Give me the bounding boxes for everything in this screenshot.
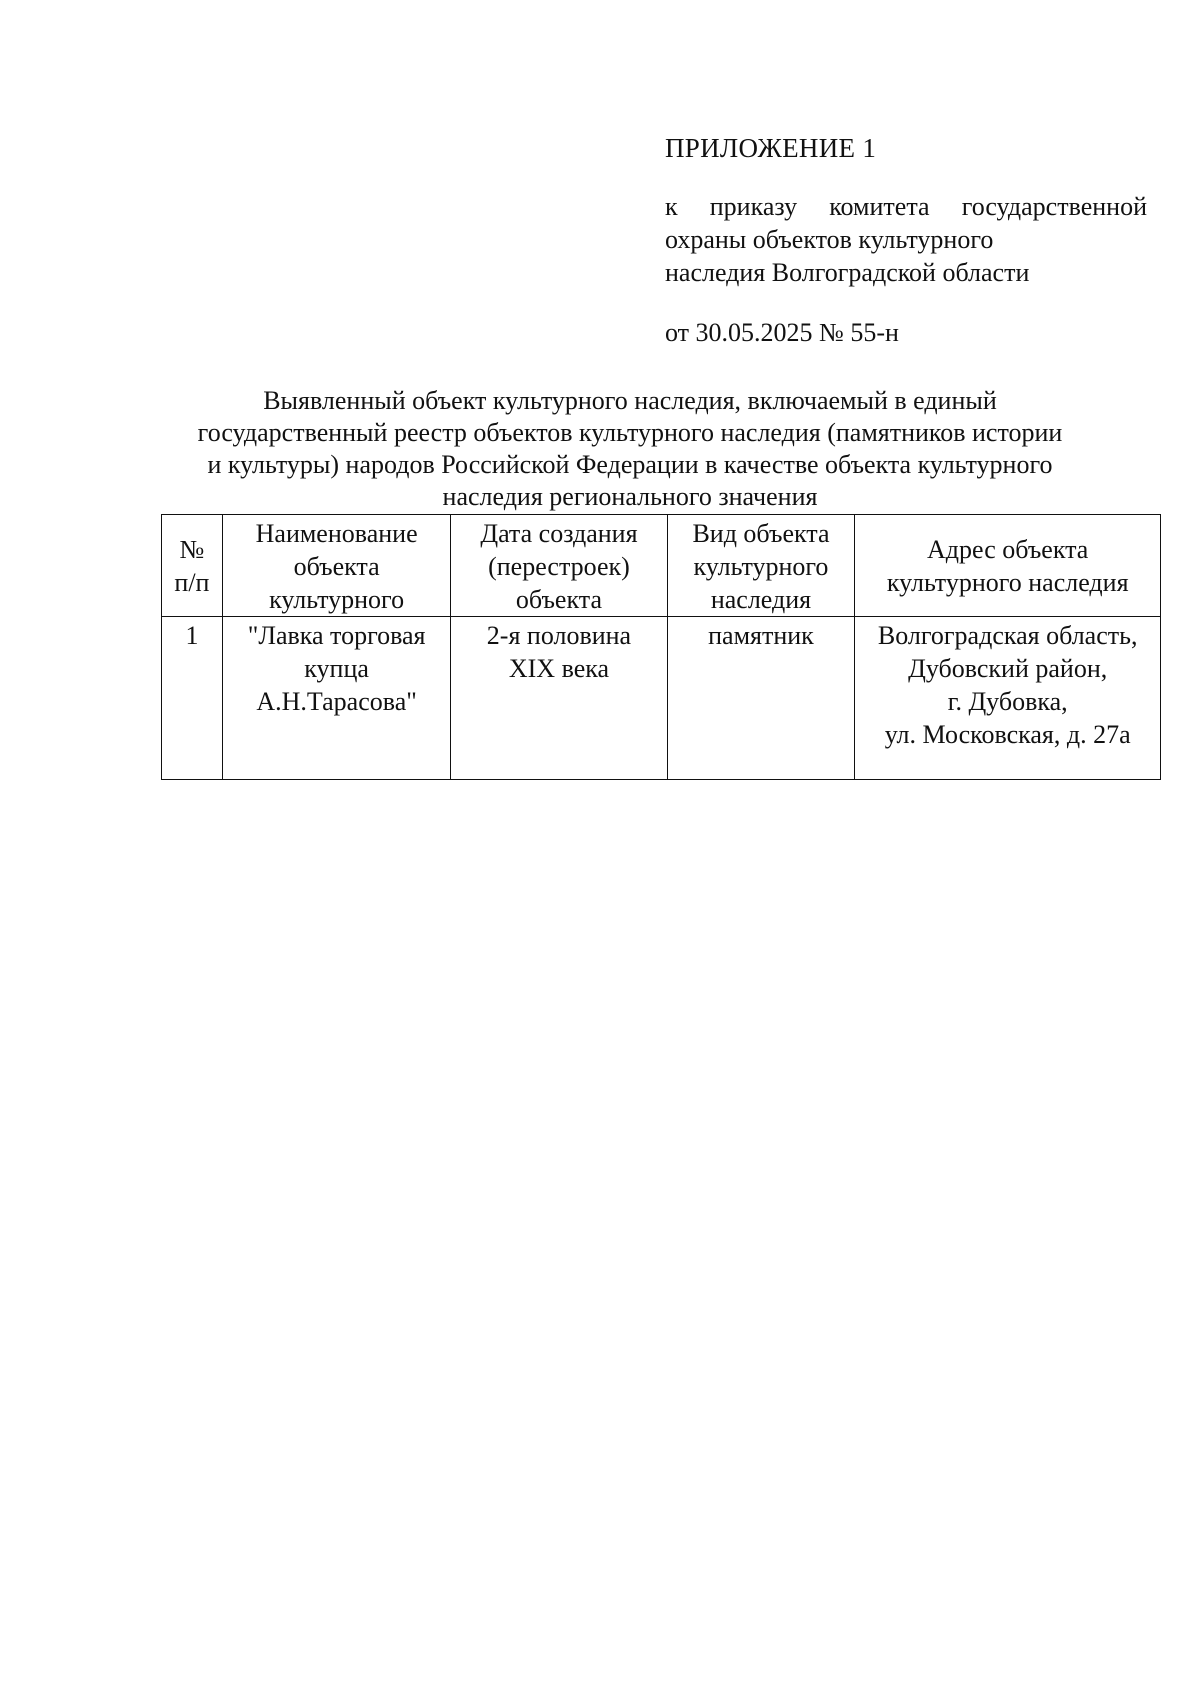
header-object-kind: Вид объекта культурного наследия: [667, 515, 855, 617]
document-heading: [150, 385, 1110, 513]
header-name: Наименование объекта культурного: [222, 515, 450, 617]
table-row: [162, 617, 1161, 780]
order-line: к приказу комитета государственной: [665, 192, 1147, 221]
order-line: наследия Волгоградской области: [665, 258, 1030, 287]
cell-object-name: "Лавка торговая купца А.Н.Тарасова": [222, 617, 450, 780]
heading-line: наследия регионального значения: [442, 482, 818, 511]
table-header-row: [162, 515, 1161, 617]
appendix-title: ПРИЛОЖЕНИЕ 1: [665, 133, 877, 163]
header-creation-date: Дата создания (перестроек) объекта: [451, 515, 667, 617]
cell-creation-date: 2-я половина XIX века: [451, 617, 667, 780]
cell-number: 1: [162, 617, 223, 780]
cell-address: Волгоградская область, Дубовский район, г. Дубовка, ул. Московская, д. 27а: [855, 617, 1161, 780]
header-address: Адрес объекта культурного наследия: [855, 515, 1161, 617]
heading-line: государственный реестр объектов культурного наследия (памятников истории: [197, 418, 1063, 447]
order-reference: [665, 190, 1147, 289]
heading-line: и культуры) народов Российской Федерации в качестве объекта культурного: [207, 450, 1053, 479]
cell-object-kind: памятник: [667, 617, 855, 780]
heritage-object-table: [161, 514, 1161, 780]
heading-line: Выявленный объект культурного наследия, включаемый в единый: [263, 386, 997, 415]
header-number: № п/п: [162, 515, 223, 617]
order-date: от 30.05.2025 № 55-н: [665, 318, 899, 347]
order-line: охраны объектов культурного: [665, 225, 994, 254]
